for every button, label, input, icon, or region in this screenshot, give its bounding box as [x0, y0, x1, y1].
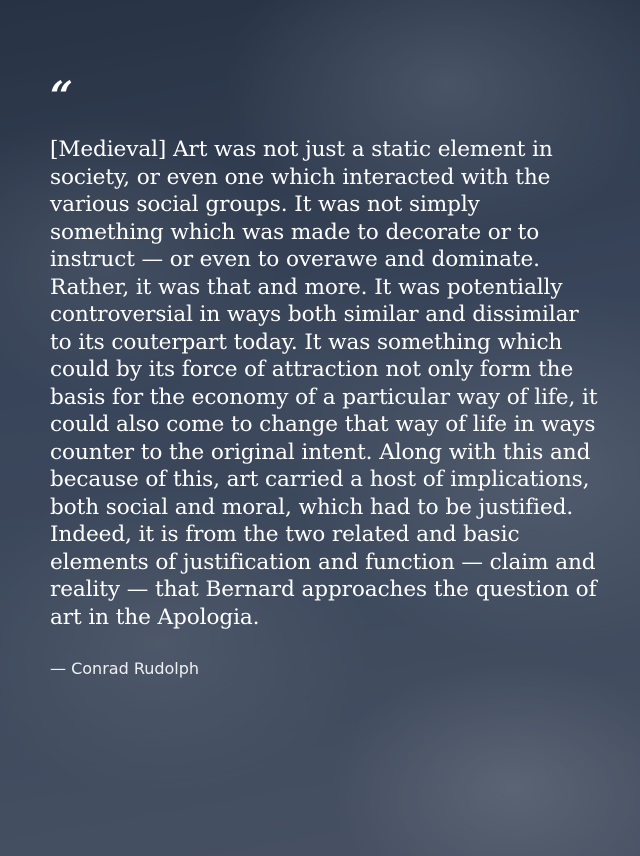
quote-text: [Medieval] Art was not just a static element in society, or even one which interacted with the various social groups. It was not simply something which was made to decorate or to instruct — or even to overawe and dominate. Rather, it was that and more. It was potentially controversial in ways both similar and dissimilar to its couterpart today. It was something which could by its force of attraction not only form the basis for the economy of a particular way of life, it could also come to change that way of life in ways counter to the original intent. Along with this and because of this, art carried a host of implications, both social and moral, which had to be justified. Indeed, it is from the two related and basic elements of justification and function — claim and reality — that Bernard approaches the question of art in the Apologia.: [50, 137, 598, 630]
quote-attribution: — Conrad Rudolph: [50, 659, 200, 678]
quote-card: [50, 73, 600, 679]
quote-mark-icon: “: [50, 73, 74, 120]
